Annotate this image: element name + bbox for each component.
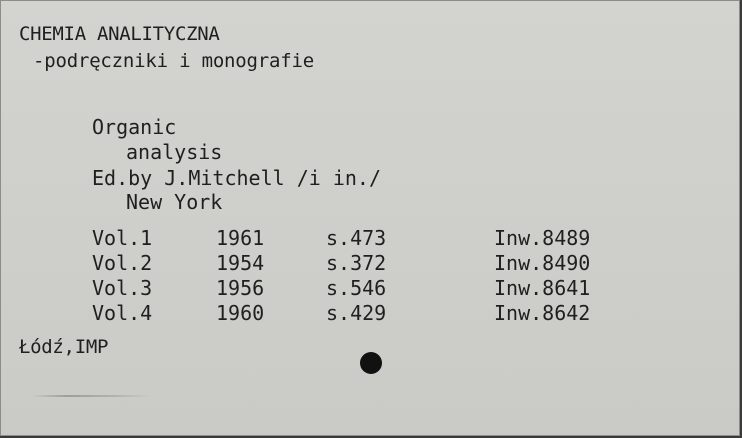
library-location: Łódź,IMP bbox=[19, 336, 109, 358]
book-title-line-1: Organic bbox=[92, 115, 177, 139]
card-subheading: -podręczniki i monografie bbox=[33, 50, 314, 72]
volume-pages: s.429 bbox=[326, 301, 387, 325]
volume-inventory: Inw.8642 bbox=[494, 301, 591, 325]
volume-year: 1956 bbox=[216, 276, 265, 300]
volume-year: 1960 bbox=[216, 301, 265, 325]
volume-pages: s.546 bbox=[326, 276, 387, 300]
volume-inventory: Inw.8490 bbox=[494, 251, 591, 275]
publication-place: New York bbox=[126, 190, 223, 214]
volume-inventory: Inw.8489 bbox=[494, 226, 591, 250]
volume-number: Vol.3 bbox=[92, 276, 153, 300]
volume-number: Vol.2 bbox=[92, 251, 153, 275]
pencil-smudge bbox=[31, 395, 151, 397]
volume-pages: s.372 bbox=[326, 251, 387, 275]
card-heading: CHEMIA ANALITYCZNA bbox=[19, 23, 220, 45]
volume-year: 1954 bbox=[216, 251, 265, 275]
volume-number: Vol.4 bbox=[92, 301, 153, 325]
volume-year: 1961 bbox=[216, 226, 265, 250]
volume-pages: s.473 bbox=[326, 226, 387, 250]
book-title-line-2: analysis bbox=[126, 140, 223, 164]
volume-inventory: Inw.8641 bbox=[494, 276, 591, 300]
punch-hole bbox=[360, 352, 382, 374]
volume-number: Vol.1 bbox=[92, 226, 153, 250]
editor-line: Ed.by J.Mitchell /i in./ bbox=[92, 166, 381, 190]
